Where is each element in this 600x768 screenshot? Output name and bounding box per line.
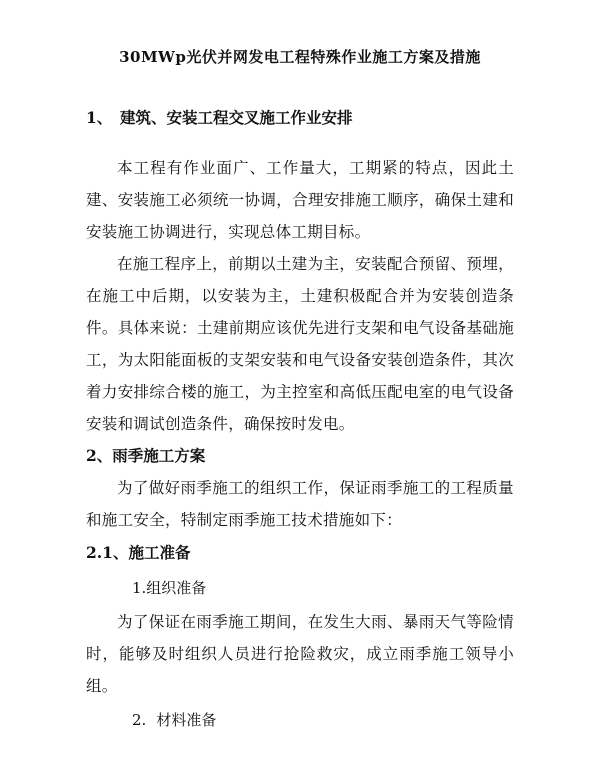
section-2-1-heading: 2.1、施工准备 (86, 543, 191, 562)
section-2-heading: 2、雨季施工方案 (86, 446, 206, 465)
item-1-text: 为了保证在雨季施工期间，在发生大雨、暴雨天气等险情时，能够及时组织人员进行抢险救灾，成立雨季施工领导小组。 (86, 613, 514, 695)
section-1-title: 建筑、安装工程交叉施工作业安排 (120, 108, 353, 127)
section-1-number: 1、 (86, 108, 113, 127)
document-title: 30MWp光伏并网发电工程特殊作业施工方案及措施 (119, 48, 481, 66)
item-2-label: 材料准备 (156, 711, 217, 729)
section-2-intro: 为了做好雨季施工的组织工作，保证雨季施工的工程质量和施工安全，特制定雨季施工技术措施如下： (86, 479, 514, 529)
item-2-heading (86, 702, 514, 738)
item-1-label: 1.组织准备 (132, 579, 207, 597)
section-1-paragraph-1: 本工程有作业面广、工作量大，工期紧的特点，因此土建、安装施工必须统一协调，合理安排施工顺序，确保土建和安装施工协调进行，实现总体工期目标。 (86, 159, 514, 241)
section-1-paragraph-2: 在施工程序上，前期以土建为主，安装配合预留、预埋，在施工中后期，以安装为主，土建积极配合并为安装创造条件。具体来说：土建前期应该优先进行支架和电气设备基础施工，为太阳能面板的支架安装和电气设备安装创造条件，其次着力安排综合楼的施工，为主控室和高低压配电室的电气设备安装和调试创造条件，确保按时发电。 (86, 255, 514, 433)
item-2-number: 2. (132, 711, 147, 729)
section-1-heading (86, 106, 514, 130)
